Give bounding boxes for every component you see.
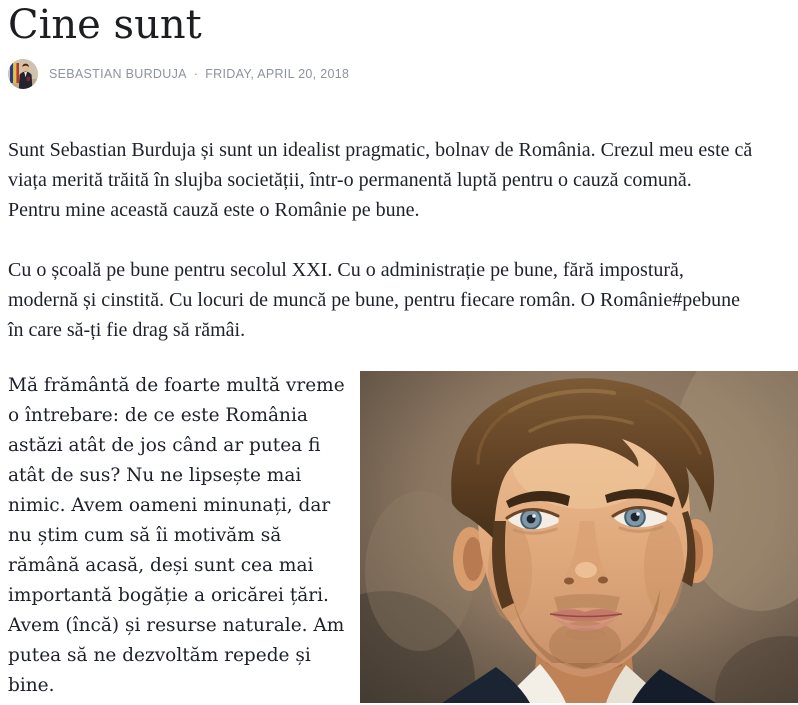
- paragraph-line: rămână acasă, deși sunt cea mai: [8, 555, 314, 576]
- paragraph-1: [8, 135, 790, 225]
- paragraph-line: Avem (încă) și resurse naturale. Am: [8, 615, 345, 636]
- paragraph-2: [8, 255, 790, 345]
- byline: [8, 59, 790, 89]
- paragraph-line: putea să ne dezvoltăm repede și: [8, 645, 311, 666]
- paragraph-line: nimic. Avem oameni minunați, dar: [8, 495, 331, 516]
- paragraph-3-with-photo: [8, 371, 790, 701]
- paragraph-line: bine.: [8, 675, 55, 696]
- byline-text: [49, 67, 349, 81]
- portrait-photo[interactable]: [360, 371, 798, 703]
- paragraph-line: Pentru mine această cauză este o Românie pe bune.: [8, 199, 420, 221]
- paragraph-line: atât de sus? Nu ne lipsește mai: [8, 465, 302, 486]
- paragraph-line: importantă bogăție a oricărei țări.: [8, 585, 329, 606]
- paragraph-line: Sunt Sebastian Burduja și sunt un idealist pragmatic, bolnav de România. Crezul meu este că: [8, 139, 753, 161]
- paragraph-line: o întrebare: de ce este România: [8, 405, 308, 426]
- author-link[interactable]: SEBASTIAN BURDUJA: [49, 67, 187, 81]
- byline-separator: ·: [193, 67, 199, 81]
- paragraph-line: modernă și cinstită. Cu locuri de muncă pe bune, pentru fiecare român. O Românie#pebune: [8, 289, 740, 311]
- portrait-photo-image: [360, 371, 798, 703]
- paragraph-line: nu știm cum să îi motivăm să: [8, 525, 282, 546]
- paragraph-line: viața merită trăită în slujba societății, într-o permanentă luptă pentru o cauză comună.: [8, 169, 692, 191]
- paragraph-line: Mă frământă de foarte multă vreme: [8, 375, 345, 396]
- author-avatar-image: [8, 59, 38, 89]
- paragraph-line: astăzi atât de jos când ar putea fi: [8, 435, 321, 456]
- page-title: Cine sunt: [8, 2, 202, 48]
- paragraph-line: Cu o școală pe bune pentru secolul XXI. Cu o administrație pe bune, fără impostură,: [8, 259, 684, 281]
- paragraph-line: în care să-ți fie drag să rămâi.: [8, 319, 246, 341]
- publish-date: FRIDAY, APRIL 20, 2018: [205, 67, 350, 81]
- author-avatar[interactable]: [8, 59, 38, 89]
